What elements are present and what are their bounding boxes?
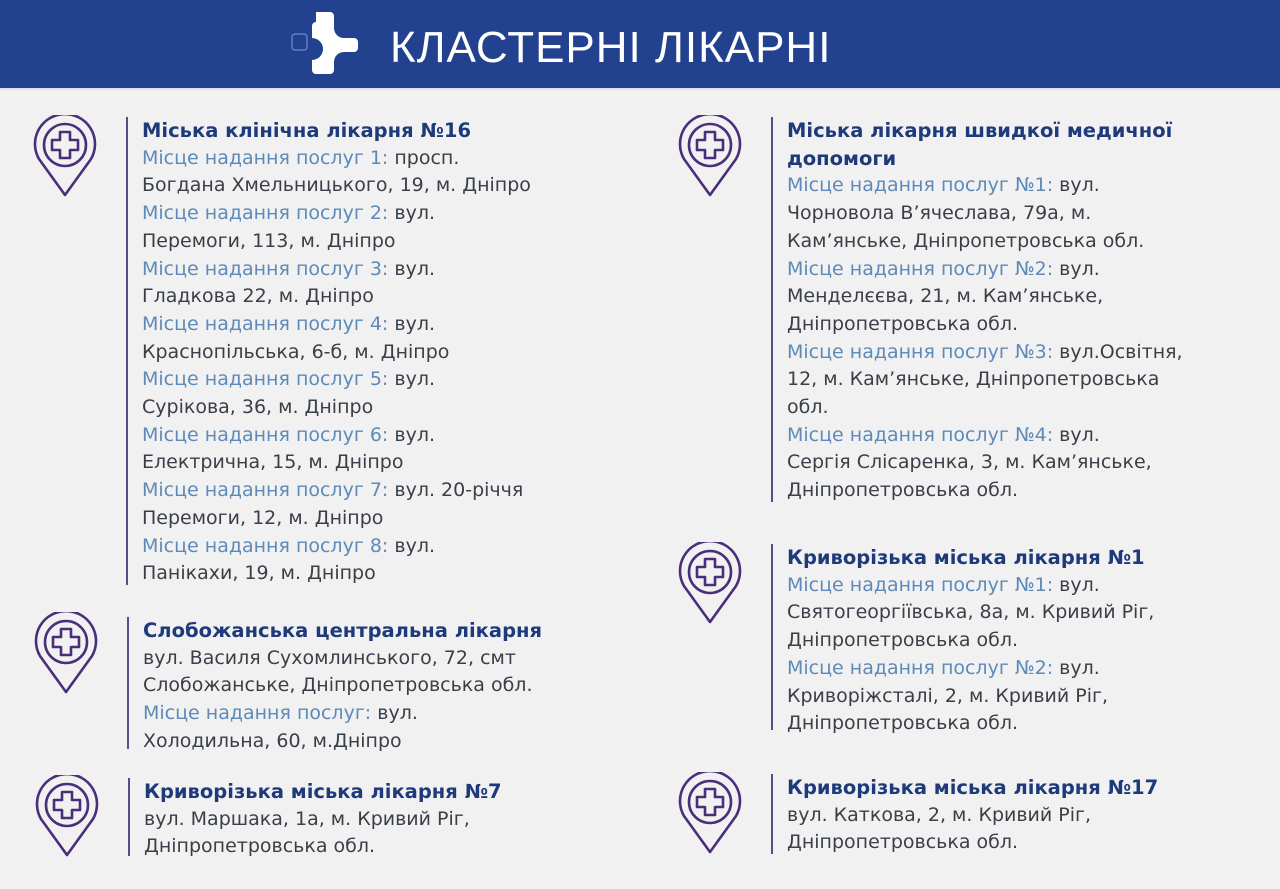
- address-text: вул. Василя Сухомлинського, 72, смт: [143, 646, 516, 669]
- address-text: вул.: [388, 257, 436, 280]
- address-text: Дніпропетровська обл.: [787, 629, 1019, 652]
- address-text: обл.: [787, 396, 829, 419]
- address-text: вул.: [1053, 573, 1100, 596]
- address-text: Дніпропетровська обл.: [787, 479, 1019, 502]
- map-pin-medical-cross-icon: [678, 115, 742, 197]
- address-text: вул. Каткова, 2, м. Кривий Ріг,: [787, 803, 1092, 826]
- address-text: Дніпропетровська обл.: [787, 831, 1019, 854]
- service-location-label: Місце надання послуг 5:: [142, 368, 389, 391]
- hospital-card: [771, 544, 1155, 735]
- page-title: КЛАСТЕРНІ ЛІКАРНІ: [390, 23, 832, 72]
- map-pin-medical-cross-icon: [678, 772, 742, 854]
- map-pin-medical-cross-icon: [34, 612, 98, 694]
- hospital-card: [771, 774, 1158, 854]
- service-location-label: Місце надання послуг 4:: [142, 312, 389, 335]
- address-text: Слобожанське, Дніпропетровська обл.: [143, 674, 533, 697]
- address-text: Перемоги, 12, м. Дніпро: [142, 506, 384, 529]
- address-text: Холодильна, 60, м.Дніпро: [143, 729, 402, 752]
- address-text: Сергія Слісаренка, 3, м. Кам’янське,: [787, 451, 1152, 474]
- service-location-label: Місце надання послуг 1:: [142, 146, 389, 169]
- service-location-label: Місце надання послуг 8:: [142, 534, 389, 557]
- service-location-label: Місце надання послуг №2:: [787, 656, 1054, 679]
- address-text: 12, м. Кам’янське, Дніпропетровська: [787, 368, 1160, 391]
- address-text: Богдана Хмельницького, 19, м. Дніпро: [142, 174, 531, 197]
- hospital-card: [127, 617, 543, 752]
- service-location-label: Місце надання послуг №4:: [787, 423, 1054, 446]
- address-text: Електрична, 15, м. Дніпро: [142, 451, 404, 474]
- address-text: Дніпропетровська обл.: [787, 312, 1019, 335]
- service-location-label: Місце надання послуг №3:: [787, 340, 1054, 363]
- address-text: Краснопільська, 6-б, м. Дніпро: [142, 340, 450, 363]
- address-text: вул.Освітня,: [1053, 340, 1183, 363]
- address-text: вул.: [388, 423, 436, 446]
- hospital-name-line: Міська лікарня швидкої медичної: [787, 119, 1173, 142]
- address-text: Дніпропетровська обл.: [144, 835, 376, 858]
- address-text: вул.: [1053, 174, 1100, 197]
- hospital-name: Криворізька міська лікарня №1: [787, 546, 1145, 569]
- address-text: Дніпропетровська обл.: [787, 712, 1019, 735]
- header-banner: [0, 0, 1280, 90]
- service-location-label: Місце надання послуг 7:: [142, 479, 389, 502]
- address-text: вул.: [388, 534, 436, 557]
- address-text: вул.: [388, 202, 436, 225]
- address-text: вул.: [388, 368, 436, 391]
- map-pin-medical-cross-icon: [33, 115, 97, 197]
- address-text: Чорновола В’ячеслава, 79а, м.: [787, 202, 1092, 225]
- address-text: Менделєєва, 21, м. Кам’янське,: [787, 285, 1104, 308]
- medical-cross-logo-icon: [290, 10, 360, 76]
- map-pin-medical-cross-icon: [35, 775, 99, 857]
- address-text: Кам’янське, Дніпропетровська обл.: [787, 229, 1145, 252]
- address-text: просп.: [388, 146, 460, 169]
- service-location-label: Місце надання послуг 2:: [142, 202, 389, 225]
- hospital-card: [126, 117, 531, 585]
- service-location-label: Місце надання послуг №1:: [787, 573, 1054, 596]
- address-text: вул.: [388, 312, 436, 335]
- hospital-name: Криворізька міська лікарня №17: [787, 776, 1159, 799]
- address-text: вул.: [1053, 257, 1100, 280]
- hospital-name: Слобожанська центральна лікарня: [143, 619, 543, 642]
- address-text: Панікахи, 19, м. Дніпро: [142, 562, 376, 585]
- address-text: Гладкова 22, м. Дніпро: [142, 285, 374, 308]
- service-location-label: Місце надання послуг:: [143, 702, 372, 725]
- hospital-card: [771, 117, 1183, 502]
- address-text: вул. Маршака, 1а, м. Кривий Ріг,: [144, 807, 470, 830]
- service-location-label: Місце надання послуг №1:: [787, 174, 1054, 197]
- address-text: вул.: [371, 702, 418, 725]
- address-text: вул. 20-річчя: [388, 479, 524, 502]
- map-pin-medical-cross-icon: [678, 542, 742, 624]
- address-text: Криворіжсталі, 2, м. Кривий Ріг,: [787, 684, 1109, 707]
- address-text: Святогеоргіївська, 8а, м. Кривий Ріг,: [787, 601, 1155, 624]
- address-text: Перемоги, 113, м. Дніпро: [142, 229, 396, 252]
- hospital-card: [128, 778, 502, 856]
- service-location-label: Місце надання послуг №2:: [787, 257, 1054, 280]
- address-text: вул.: [1053, 423, 1100, 446]
- hospital-name: Міська клінічна лікарня №16: [142, 119, 472, 142]
- service-location-label: Місце надання послуг 6:: [142, 423, 389, 446]
- hospital-name-line: допомоги: [787, 146, 897, 170]
- hospital-name: Криворізька міська лікарня №7: [144, 780, 502, 803]
- address-text: вул.: [1053, 656, 1100, 679]
- address-text: Сурікова, 36, м. Дніпро: [142, 396, 374, 419]
- service-location-label: Місце надання послуг 3:: [142, 257, 389, 280]
